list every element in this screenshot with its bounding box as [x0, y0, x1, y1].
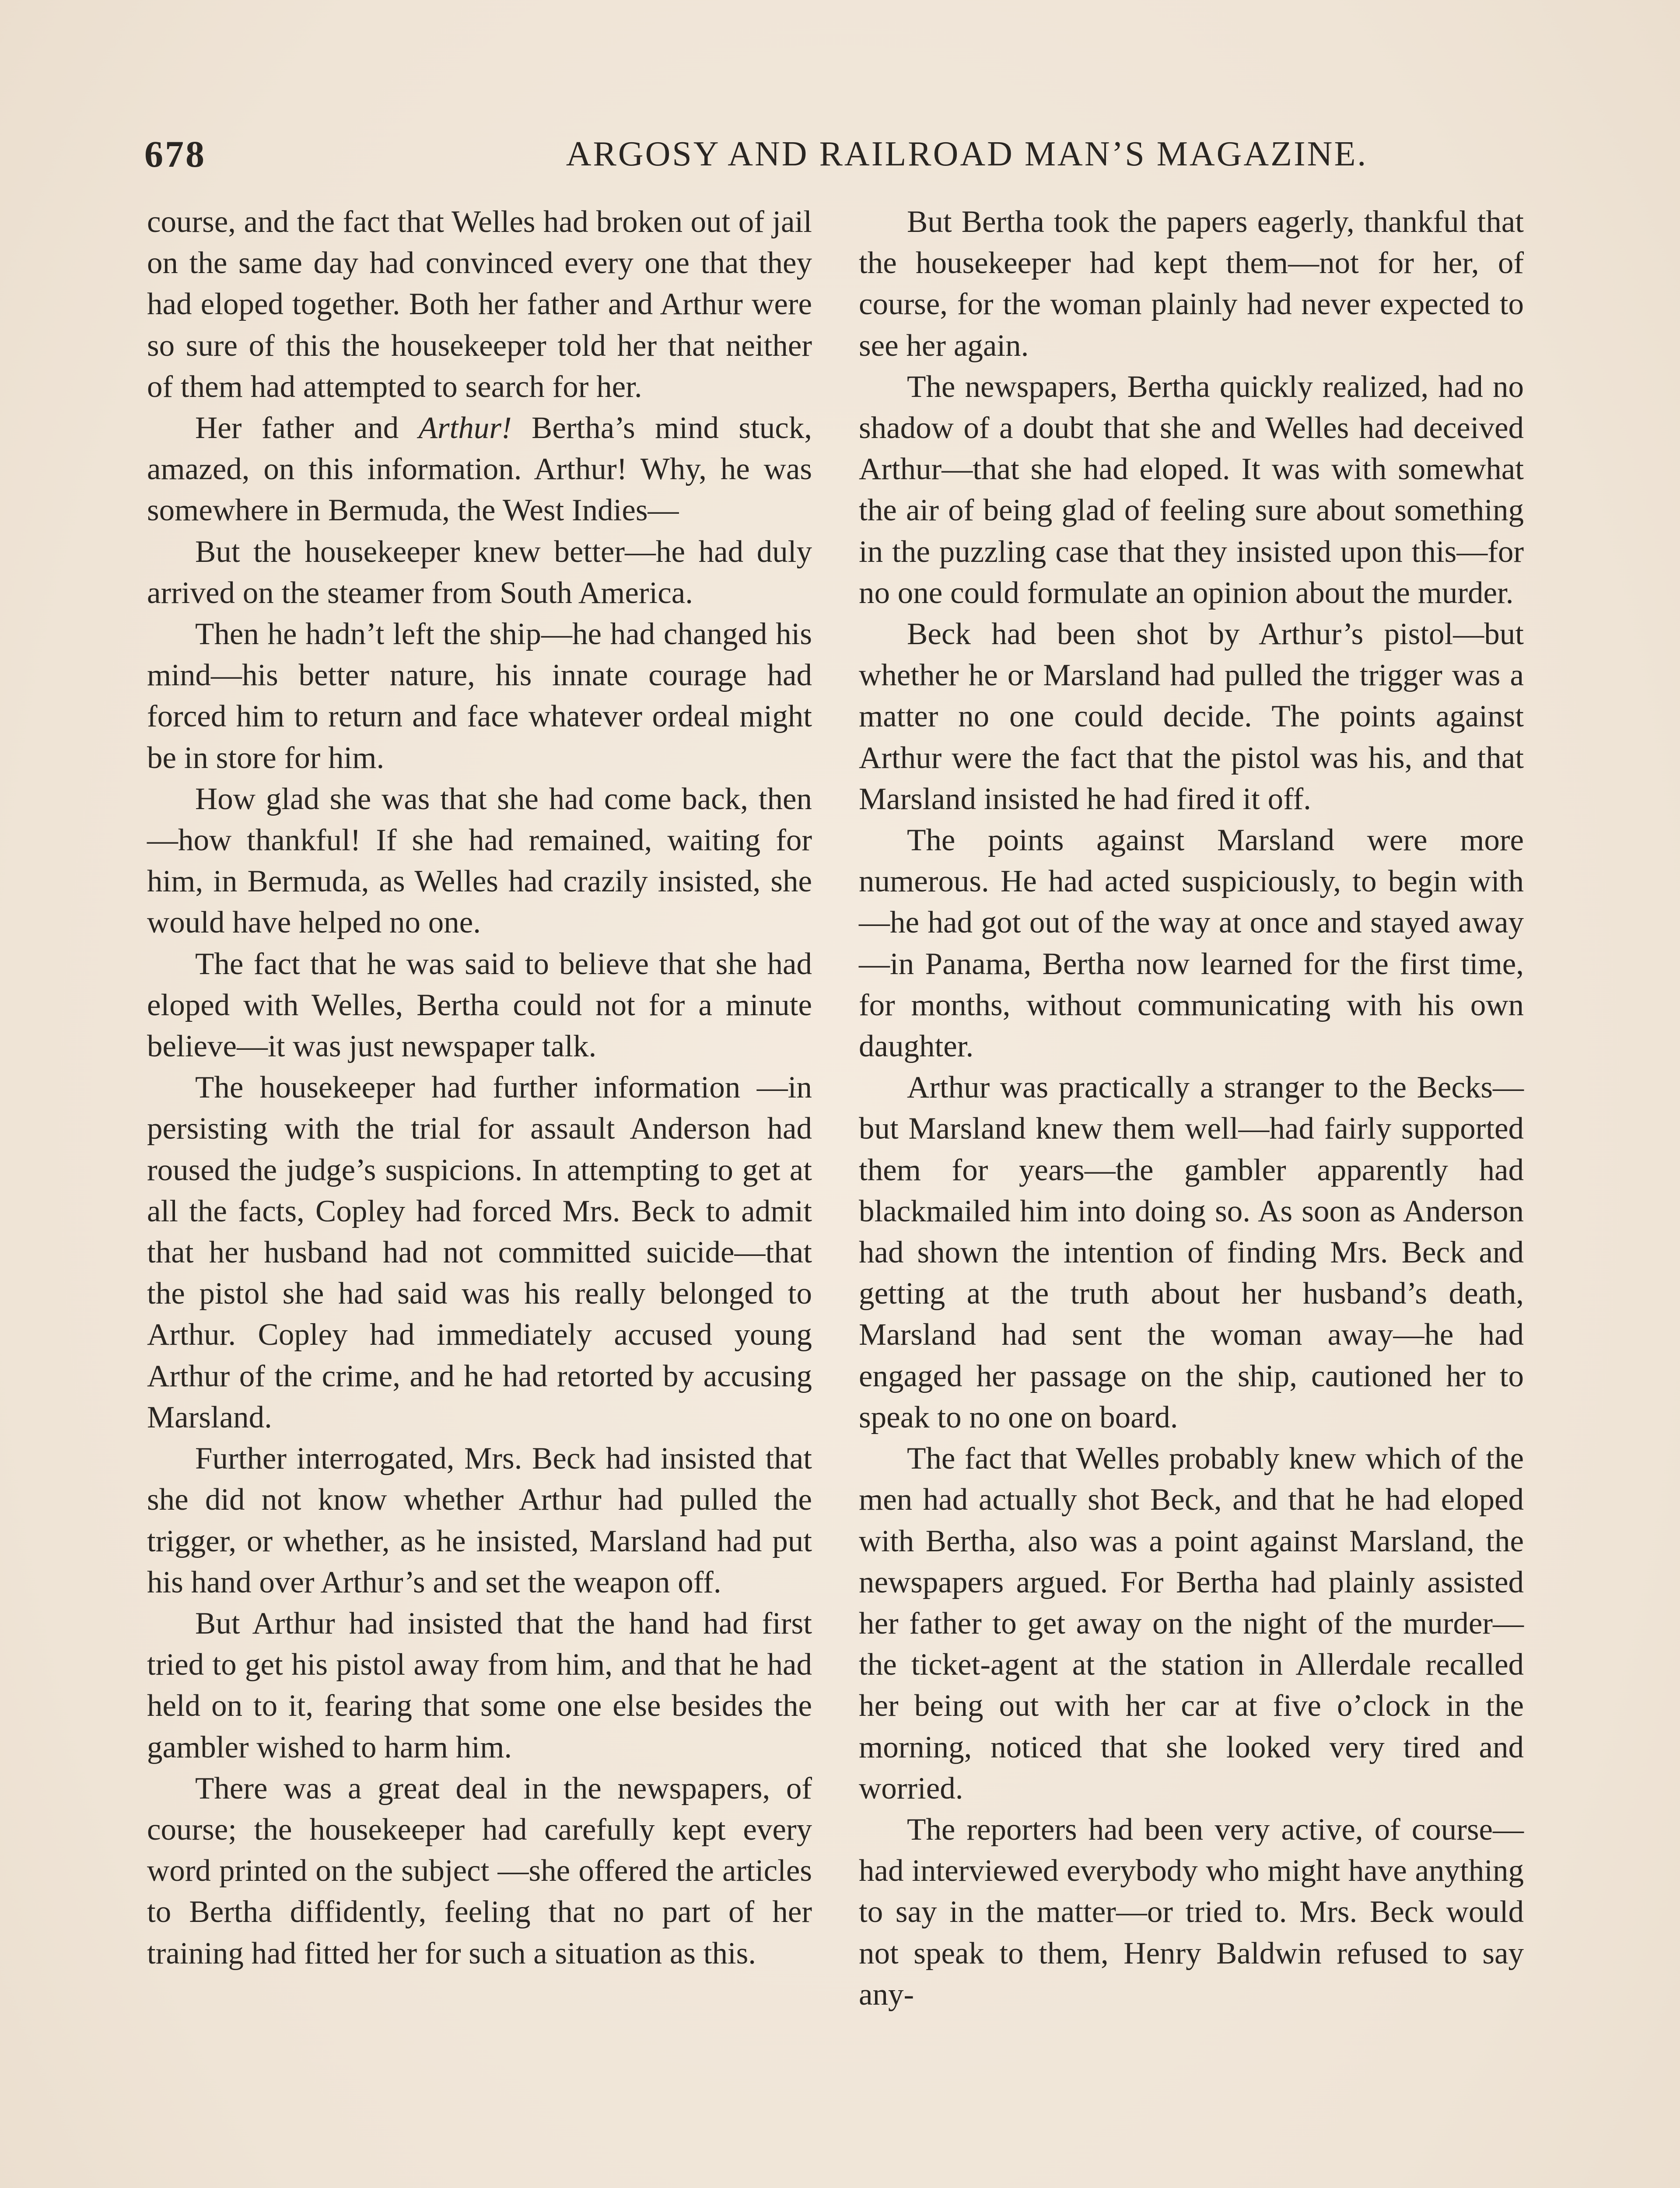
- paragraph: The reporters had been very active, of course—had interviewed everybody who might have anything to say in the matter—or tried to. Mrs. Beck would not speak to them, Henry Baldwin refused to say any-: [859, 1812, 1524, 2012]
- paragraph: The fact that Welles probably knew which of the men had actually shot Beck, and that he had eloped with Bertha, also was a point against Marsland, the newspapers argued. For Bertha had plainly assisted her father to get away on the night of the murder—the ticket-agent at the station in Allerdale recalled her being out with her car at five o’clock in the morning, noticed that she looked very tired and worried.: [859, 1441, 1524, 1806]
- paragraph: Beck had been shot by Arthur’s pistol—but whether he or Marsland had pulled the trigger was a matter no one could decide. The points against Arthur were the fact that the pistol was his, and that Marsland insisted he had fired it off.: [859, 617, 1524, 816]
- paragraph: [147, 407, 812, 531]
- italic-text: Arthur!: [418, 411, 512, 445]
- page-header: [131, 128, 1540, 180]
- paragraph: Then he hadn’t left the ship—he had changed his mind—his better nature, his innate courage had forced him to return and face whatever ordeal might be in store for him.: [147, 617, 812, 775]
- paragraph: Arthur was practically a stranger to the Becks—but Marsland knew them well—had fairly supported them for years—the gambler apparently had blackmailed him into doing so. As soon as Anderson had shown the intention of finding Mrs. Beck and getting at the truth about her husband’s death, Marsland had sent the woman away—he had engaged her passage on the ship, cautioned her to speak to no one on board.: [859, 1070, 1524, 1434]
- paragraph-text: Bertha’s mind stuck, amazed, on this information. Arthur! Why, he was somewhere in Bermuda, the West Indies—: [147, 411, 812, 528]
- paragraph-text: Her father and: [195, 411, 419, 445]
- paragraph: But Arthur had insisted that the hand had first tried to get his pistol away from him, and that he had held on to it, fearing that some one else besides the gambler wished to harm him.: [147, 1606, 812, 1764]
- left-column: [147, 201, 812, 1974]
- paragraph: course, and the fact that Welles had broken out of jail on the same day had convinced every one that they had eloped together. Both her father and Arthur were so sure of this the housekeeper told her that neither of them had attempted to search for her.: [147, 205, 812, 404]
- right-column: [859, 201, 1524, 2015]
- paragraph: The newspapers, Bertha quickly realized, had no shadow of a doubt that she and Welles had deceived Arthur—that she had eloped. It was with somewhat the air of being glad of feeling sure about something in the puzzling case that they insisted upon this—for no one could formulate an opinion about the murder.: [859, 369, 1524, 610]
- paragraph: Further interrogated, Mrs. Beck had insisted that she did not know whether Arthur had pulled the trigger, or whether, as he insisted, Marsland had put his hand over Arthur’s and set the weapon off.: [147, 1441, 812, 1599]
- paragraph: The fact that he was said to believe that she had eloped with Welles, Bertha could not for a minute believe—it was just newspaper talk.: [147, 947, 812, 1064]
- paragraph: The housekeeper had further information —in persisting with the trial for assault Anderson had roused the judge’s suspicions. In attempting to get at all the facts, Copley had forced Mrs. Beck to admit that her husband had not committed suicide—that the pistol she had said was his really belonged to Arthur. Copley had immediately accused young Arthur of the crime, and he had retorted by accusing Marsland.: [147, 1070, 812, 1434]
- running-head: ARGOSY AND RAILROAD MAN’S MAGAZINE.: [566, 135, 1368, 173]
- paragraph: But Bertha took the papers eagerly, thankful that the housekeeper had kept them—not for her, of course, for the woman plainly had never expected to see her again.: [859, 205, 1524, 363]
- paragraph: How glad she was that she had come back, then—how thankful! If she had remained, waiting for him, in Bermuda, as Welles had crazily insisted, she would have helped no one.: [147, 782, 812, 940]
- paragraph: But the housekeeper knew better—he had duly arrived on the steamer from South America.: [147, 534, 812, 610]
- paragraph: There was a great deal in the newspapers, of course; the housekeeper had carefully kept every word printed on the subject —she offered the articles to Bertha diffidently, feeling that no part of her training had fitted her for such a situation as this.: [147, 1771, 812, 1971]
- page-number: 678: [144, 133, 206, 175]
- paragraph: The points against Marsland were more numerous. He had acted suspiciously, to begin with—he had got out of the way at once and stayed away—in Panama, Bertha now learned for the first time, for months, without communicating with his own daughter.: [859, 823, 1524, 1064]
